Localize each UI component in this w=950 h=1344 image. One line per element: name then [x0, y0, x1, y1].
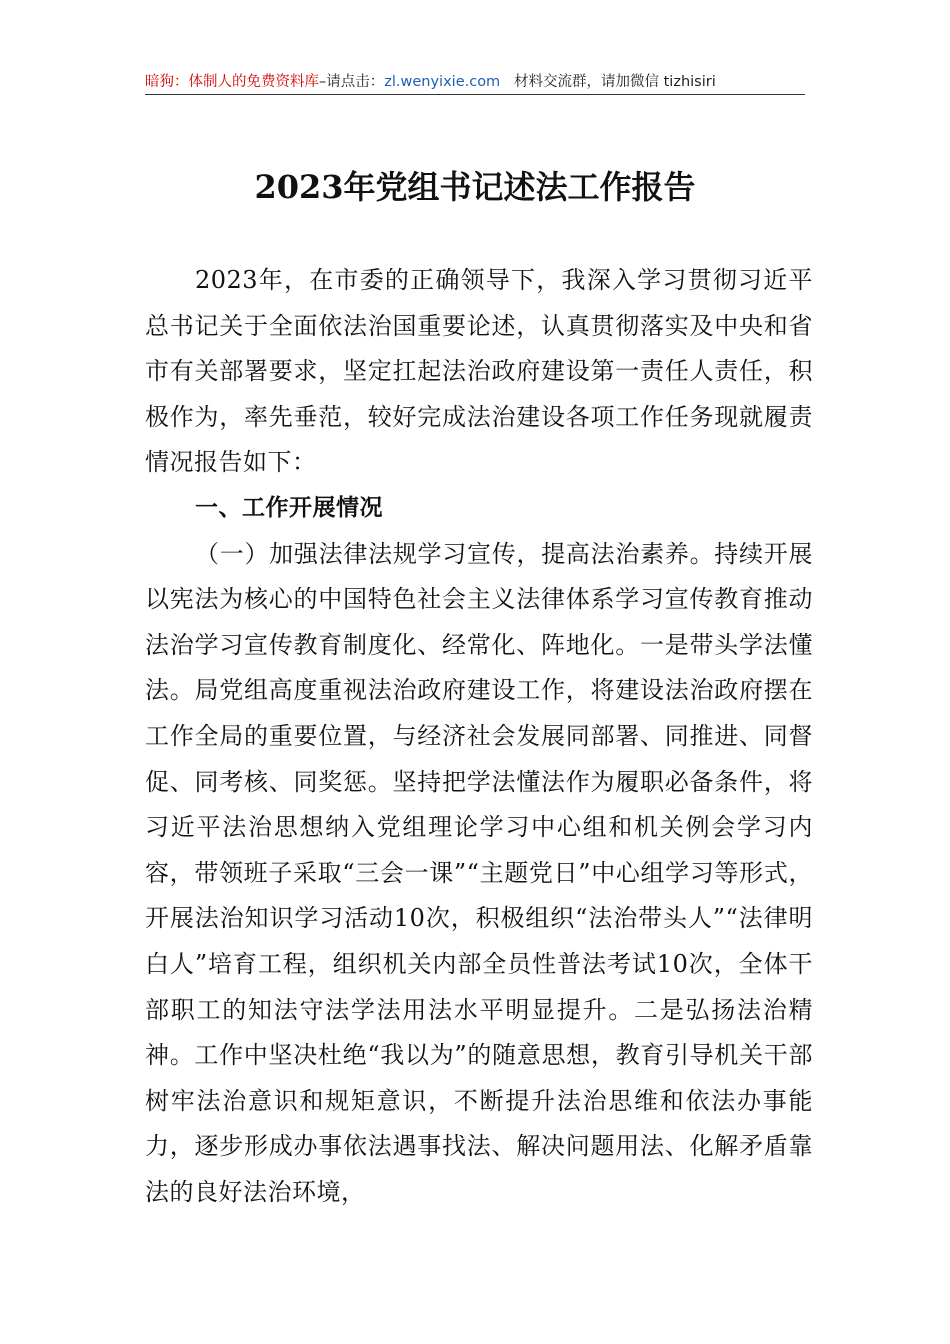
section-paragraph: （一）加强法律法规学习宣传，提高法治素养。持续开展以宪法为核心的中国特色社会主义法律体系学习宣传教育推动法治学习宣传教育制度化、经常化、阵地化。一是带头学法懂法。局党组高度重视法治政府建设工作，将建设法治政府摆在工作全局的重要位置，与经济社会发展同部署、同推进、同督促、同考核、同奖惩。坚持把学法懂法作为履职必备条件，将习近平法治思想纳入党组理论学习中心组和机关例会学习内容，带领班子采取“三会一课”“主题党日”中心组学习等形式，开展法治知识学习活动10次，积极组织“法治带头人”“法律明白人”培育工程，组织机关内部全员性普法考试10次，全体干部职工的知法守法学法用法水平明显提升。二是弘扬法治精神。工作中坚决杜绝“我以为”的随意思想，教育引导机关干部树牢法治意识和规矩意识，不断提升法治思维和依法办事能力，逐步形成办事依法遇事找法、解决问题用法、化解矛盾靠法的良好法治环境， [145, 539, 813, 1206]
header-brand: 暗狗：体制人的免费资料库 [145, 74, 319, 90]
document-title: 2023年党组书记述法工作报告 [254, 168, 696, 206]
header-contact: 材料交流群，请加微信 tizhisiri [514, 74, 716, 90]
page-header [145, 70, 805, 94]
document-body [145, 258, 813, 1215]
section-heading: 一、工作开展情况 [195, 494, 383, 521]
header-link-prompt: –请点击： [319, 74, 385, 90]
header-link[interactable]: zl.wenyixie.com [384, 74, 501, 90]
header-divider [145, 94, 805, 95]
intro-paragraph: 2023年，在市委的正确领导下，我深入学习贯彻习近平总书记关于全面依法治国重要论述，认真贯彻落实及中央和省市有关部署要求，坚定扛起法治政府建设第一责任人责任，积极作为，率先垂范，较好完成法治建设各项工作任务现就履责情况报告如下： [145, 266, 813, 477]
header-contact-spacer [500, 74, 514, 90]
